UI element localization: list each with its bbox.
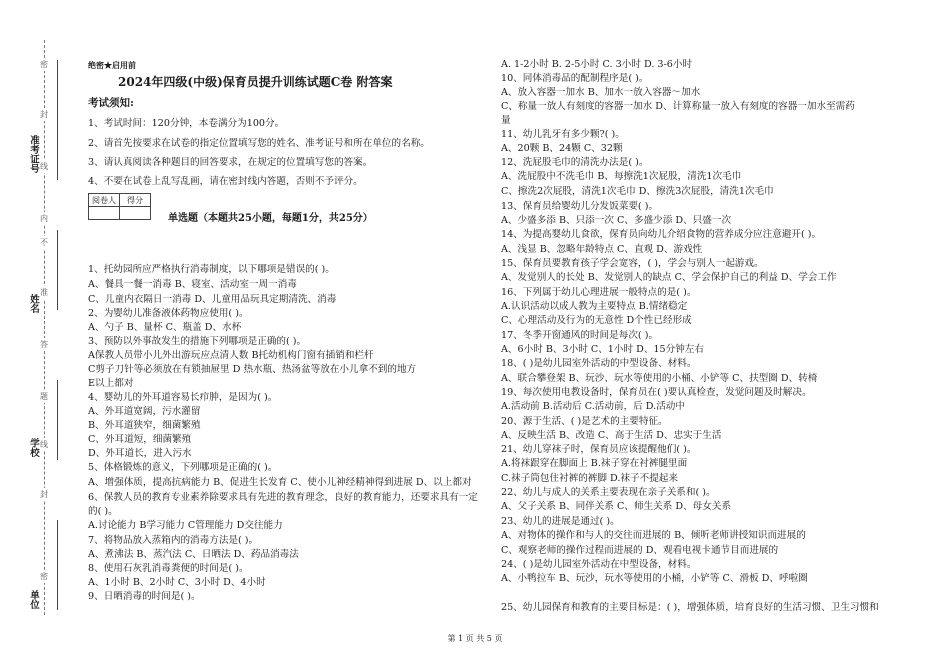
question-line: 21、幼儿穿袜子时，保育员应该提醒他们( )。: [501, 444, 697, 455]
question-line: C、称量一放人有刻度的容器一加水 D、计算称量一放入有刻度的容器一加水至需药: [501, 101, 855, 112]
question-line: D、外耳道长，进入污水: [88, 448, 192, 459]
score-header: 得分: [120, 194, 151, 207]
notice-item: 2、请首先按要求在试卷的指定位置填写您的姓名、准考证号和所在单位的名称。: [88, 138, 430, 149]
question-line: C、心理活动及行为的无意性 D个性已经形成: [501, 315, 692, 326]
question-line: 25、幼儿园保育和教育的主要目标是：( )，增强体质，培育良好的生活习惯、卫生习惯和: [501, 602, 879, 613]
question-line: 的( )。: [88, 506, 118, 517]
question-line: 3、预防以外事故发生的措施下列哪项是正确的( )。: [88, 336, 307, 347]
question-line: A、发觉别人的长处 B、发觉别人的缺点 C、学会保护自己的利益 D、学会工作: [501, 272, 837, 283]
exam-id-label: 准考证号: [28, 135, 39, 173]
seal-mark: 线: [40, 440, 48, 449]
seal-mark: 准: [40, 288, 48, 297]
question-line: A、少盛多添 B、只添一次 C、多盛少添 D、只盛一次: [501, 215, 732, 226]
question-line: 24、( )是幼儿园室外活动在中型设备，材料。: [501, 559, 697, 570]
question-line: E以上都对: [88, 378, 134, 389]
question-line: C、外耳道短，细菌繁殖: [88, 434, 192, 445]
question-line: A、煮沸法 B、蒸汽法 C、日晒法 D、药品消毒法: [88, 549, 299, 560]
secret-label: 绝密★启用前: [88, 60, 136, 70]
question-line: A、1小时 B、2小时 C、3小时 D、4小时: [88, 577, 266, 588]
question-line: 量: [501, 115, 511, 126]
seal-mark: 答: [40, 340, 48, 349]
exam-id-field[interactable]: [57, 60, 58, 180]
unit-label: 单位: [28, 590, 39, 609]
question-line: C、儿童内衣隔日一消毒 D、儿童用品玩具定期清洗、消毒: [88, 294, 337, 305]
question-line: A、浅显 B、忽略年龄特点 C、直观 D、游戏性: [501, 244, 703, 255]
grader-header: 阅卷人: [89, 194, 120, 207]
question-line: 1、托幼园所应严格执行消毒制度，以下哪项是错误的( )。: [88, 264, 335, 275]
question-line: 20、源于生活、( )是艺术的主要特征。: [501, 416, 668, 427]
question-line: A.将袜跟穿在脚面上 B.袜子穿在衬裤腿里面: [501, 458, 688, 469]
question-line: 18、( )是幼儿园室外活动的中型设备、材料。: [501, 358, 697, 369]
seal-mark: 密: [40, 572, 48, 581]
question-line: C、擦洗2次屁股，清洗1次毛巾 D、擦洗3次屁股，清洗1次毛巾: [501, 186, 774, 197]
question-line: A、小鸭拉车 B、玩沙，玩水等使用的小桶，小铲等 C、滑板 D、呼啦圈: [501, 573, 808, 584]
question-line: 22、幼儿与成人的关系主要表现在亲子关系和( )。: [501, 487, 716, 498]
question-line: 12、洗屁股毛巾的清洗办法是( )。: [501, 157, 649, 168]
question-line: C剪子刀针等必须放在有锁抽屉里 D 热水瓶、热汤盆等放在小儿拿不到的地方: [88, 364, 417, 375]
question-line: 23、幼儿的进展是通过( )。: [501, 516, 620, 527]
question-line: A.活动前 B.活动后 C.活动前，后 D.活动中: [501, 401, 685, 412]
question-line: 9、日晒消毒的时间是( )。: [88, 591, 201, 602]
name-label: 姓名: [28, 294, 39, 313]
notice-item: 1、考试时间：120分钟，本卷满分为100分。: [88, 118, 285, 129]
question-line: 5、体格锻炼的意义，下列哪项是正确的( )。: [88, 462, 278, 473]
question-line: 17、冬季开窗通风的时间是每次( )。: [501, 330, 659, 341]
question-line: 7、将物品放入蒸箱内的消毒方法是( )。: [88, 535, 259, 546]
question-line: 8、使用石灰乳消毒粪便的时间是( )。: [88, 563, 249, 574]
question-line: 14、为提高婴幼儿食欲，保育员向幼儿介绍食物的营养成分应注意避开( )。: [501, 229, 822, 240]
question-line: 10、同体消毒品的配制程序是( )。: [501, 73, 649, 84]
page-title: 2024年四级(中级)保育员提升训练试题C卷 附答案: [118, 75, 393, 89]
question-line: 11、幼儿乳牙有多少颗?( )。: [501, 129, 625, 140]
question-line: 6、保教人员的教育专业素养除要求具有先进的教育理念，良好的教育能力，还要求具有一定: [88, 492, 478, 503]
name-field[interactable]: [57, 230, 58, 310]
question-line: A、父子关系 B、同伴关系 C、师生关系 D、母女关系: [501, 501, 732, 512]
seal-cut-line: [44, 40, 45, 615]
question-line: B、外耳道狭窄，细菌繁殖: [88, 420, 201, 431]
page-footer: 第 1 页 共 5 页: [447, 634, 503, 643]
binding-margin: [0, 0, 72, 671]
question-line: A、6小时 B、3小时 C、1小时 D、15分钟左右: [501, 344, 704, 355]
question-line: A、联合攀登架 B、玩沙、玩水等使用的小桶、小铲等 C、扶型圈 D、转椅: [501, 373, 818, 384]
notice-item: 4、不要在试卷上乱写乱画，请在密封线内答题，否则不予评分。: [88, 176, 363, 187]
question-line: C、观察老师的操作过程而进展的 D、观看电视卡通节目而进展的: [501, 545, 779, 556]
seal-mark: 封: [40, 490, 48, 499]
question-line: A、反映生活 B、改造 C、高于生活 D、忠实于生活: [501, 430, 722, 441]
school-field[interactable]: [57, 380, 58, 460]
question-line: A、20颗 B、24颗 C、32颗: [501, 143, 623, 154]
unit-field[interactable]: [57, 520, 58, 610]
question-line: A保教人员带小儿外出游玩应点清人数 B托幼机构门窗有插销和栏杆: [88, 350, 374, 361]
school-label: 学校: [28, 438, 39, 457]
question-line: A、餐具一餐一消毒 B、寝室、活动室一周一消毒: [88, 279, 297, 290]
grader-cell[interactable]: [89, 207, 120, 220]
seal-mark: 不: [40, 238, 48, 247]
notice-item: 3、请认真阅读各种题目的回答要求，在规定的位置填写您的答案。: [88, 157, 373, 168]
seal-mark: 线: [40, 162, 48, 171]
question-line: 15、保育员要教育孩子学会宽容，( )，学会与别人一起游戏。: [501, 258, 764, 269]
question-line: 19、每次使用电教设备时，保育员在( )要认真检查，发觉问题及时解决。: [501, 387, 812, 398]
question-line: 4、婴幼儿的外耳道容易长疖肿，是因为( )。: [88, 392, 278, 403]
score-cell[interactable]: [120, 207, 151, 220]
question-line: A.认识活动以成人教为主要特点 B.情绪稳定: [501, 301, 688, 312]
question-line: A、外耳道宽阔，污水灌留: [88, 406, 201, 417]
question-line: 2、为婴幼儿准备液体药物应使用( )。: [88, 308, 249, 319]
question-line: A、增强体质，提高抗病能力 B、促进生长发育 C、使小儿神经精神得到进展 D、以上都对: [88, 477, 472, 488]
question-line: C.袜子筒包住衬裤的裤脚 D.袜子不提起来: [501, 473, 678, 484]
seal-mark: 题: [40, 392, 48, 401]
question-line: A. 1-2小时 B. 2-5小时 C. 3小时 D. 3-6小时: [501, 59, 693, 70]
seal-mark: 内: [40, 214, 48, 223]
section-heading: 单选题（本题共25小题，每题1分，共25分）: [168, 213, 373, 224]
seal-mark: 封: [40, 110, 48, 119]
notice-heading: 考试须知:: [88, 97, 134, 109]
question-line: A、放入容器一加水 B、加水一放入容器～加水: [501, 87, 701, 98]
question-line: 13、保育员给婴幼儿分发饭菜要( )。: [501, 201, 659, 212]
question-line: A、勺子 B、量杯 C、瓶盖 D、水杯: [88, 322, 242, 333]
score-table: [88, 193, 151, 220]
question-line: A、对物体的操作和与人的交往而进展的 B、倾听老师讲授知识而进展的: [501, 530, 806, 541]
seal-mark: 密: [40, 60, 48, 69]
question-line: A.讨论能力 B学习能力 C管理能力 D交往能力: [88, 520, 283, 531]
question-line: A、洗屁股中不洗毛巾 B、每擦洗1次屁股，清洗1次毛巾: [501, 171, 742, 182]
question-line: 16、下列属于幼儿心理进展一般特点的是( )。: [501, 287, 697, 298]
